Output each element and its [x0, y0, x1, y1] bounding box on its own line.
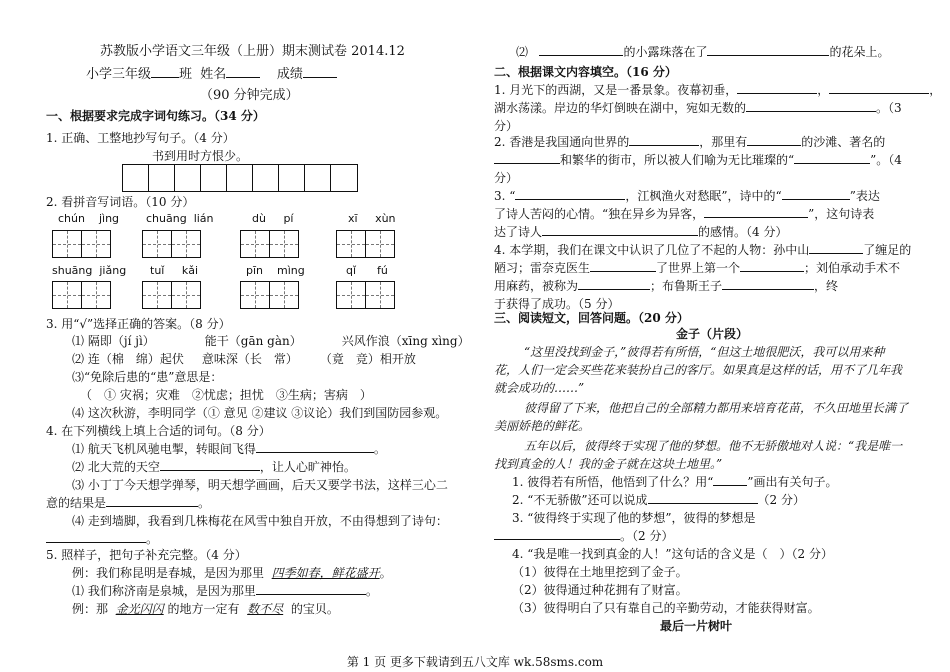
- s2-blank-4[interactable]: [629, 134, 699, 146]
- copy-grid[interactable]: [122, 164, 358, 192]
- example-word-1: 金光闪闪: [115, 602, 164, 616]
- pinyin-4: xī xùn: [348, 212, 396, 225]
- s2-p2-line2: 和繁华的街市，所以被人们喻为无比璀璨的“ ”。（4: [494, 152, 902, 168]
- s3-option-1[interactable]: （1）彼得在土地里挖到了金子。: [512, 565, 688, 579]
- q3-prompt: 3. 用“√”选择正确的答案。（8 分）: [46, 317, 231, 331]
- story-line-4: 彼得留了下来，他把自己的全部精力都用来培育花苗，不久田地里长满了: [524, 401, 909, 415]
- tianzi-grid-5[interactable]: [52, 281, 111, 309]
- class-label: 班: [179, 67, 193, 82]
- q3-line-2[interactable]: ⑵ 连（棉 绵）起伏 意味深（长 常） （竟 竞）相开放: [72, 352, 416, 366]
- name-label: 姓名: [200, 67, 227, 82]
- q4-line-2: ⑵ 北大荒的天空 ，让人心旷神怡。: [72, 460, 356, 474]
- tianzi-grid-2[interactable]: [142, 230, 201, 258]
- tianzi-grid-1[interactable]: [52, 230, 111, 258]
- s2-blank-16[interactable]: [722, 278, 814, 290]
- section-2-title: 二、根据课文内容填空。（16 分）: [494, 65, 677, 79]
- q5-example-1: 例：我们称昆明是春城，是因为那里 四季如春，鲜花盛开。: [72, 566, 392, 580]
- story-line-5: 美丽娇艳的鲜花。: [494, 419, 591, 433]
- s2-blank-5[interactable]: [747, 134, 801, 146]
- s2-blank-3[interactable]: [746, 100, 876, 112]
- s2-blank-1[interactable]: [737, 82, 817, 94]
- q3-line-5[interactable]: ⑷ 这次秋游，李明同学（① 意见 ②建议 ③议论）我们到国防园参观。: [72, 406, 448, 420]
- s3-option-2[interactable]: （2）彼得通过种花拥有了财富。: [512, 583, 688, 597]
- example-answer-1: 四季如春，鲜花盛开: [271, 566, 380, 580]
- time-limit: （90 分钟完成）: [200, 88, 299, 103]
- pinyin-1: chún jìng: [58, 212, 120, 225]
- s3-blank-1[interactable]: [648, 492, 758, 504]
- story-line-1: “这里没找到金子，”彼得若有所悟，“但这土地很肥沃，我可以用来种: [524, 345, 885, 359]
- s2-p4-line4: 于获得了成功。（5 分）: [494, 297, 620, 311]
- story-line-7: 找到真金的人！我的金子就在这块土地里。”: [494, 457, 723, 471]
- s2-blank-8[interactable]: [515, 188, 625, 200]
- s2-p4-line3: 用麻药，被称为 ；布鲁斯王子 ，终: [494, 279, 839, 293]
- s3-blank-2[interactable]: [494, 528, 620, 540]
- q4-line-6: 。: [46, 531, 158, 547]
- story-line-6: 五年以后，彼得终于实现了他的梦想。他不无骄傲地对人说：“我是唯一: [524, 439, 903, 453]
- s2-blank-2[interactable]: [829, 82, 929, 94]
- s2-blank-15[interactable]: [578, 278, 650, 290]
- q4-blank-2[interactable]: [160, 459, 260, 471]
- s3-q1: 1. 彼得若有所悟，他悟到了什么？用“ ”画出有关句子。: [512, 475, 838, 489]
- s2-blank-7[interactable]: [794, 152, 870, 164]
- tianzi-grid-3[interactable]: [240, 230, 299, 258]
- s2-blank-13[interactable]: [590, 260, 656, 272]
- q3-line-1[interactable]: ⑴ 隔即（jí jì） 能干（gān gàn） 兴风作浪（xīng xìng）: [72, 334, 470, 348]
- pinyin-6: tuǐ kǎi: [150, 264, 198, 277]
- top-blank-2[interactable]: [707, 44, 829, 56]
- s2-p3-line3: 达了诗人 的感情。（4 分）: [494, 225, 788, 239]
- pinyin-8: qǐ fú: [346, 264, 388, 277]
- tianzi-grid-7[interactable]: [240, 281, 299, 309]
- right-top-line: ⑵ 的小露珠落在了 的花朵上。: [516, 45, 890, 59]
- next-story-title: 最后一片树叶: [660, 619, 733, 633]
- q3-line-4[interactable]: （ ① 灾祸；灾难 ②忧虑；担忧 ③生病；害病 ）: [80, 388, 372, 402]
- tianzi-grid-4[interactable]: [336, 230, 395, 258]
- story-title: 金子（片段）: [676, 327, 749, 341]
- s2-p2-line3: 分）: [494, 171, 519, 185]
- q4-blank-1[interactable]: [256, 441, 374, 453]
- pinyin-2: chuāng lián: [146, 212, 214, 225]
- s2-p1-line3: 分）: [494, 119, 519, 133]
- q5-blank-1[interactable]: [256, 583, 366, 595]
- story-line-3: 就会成功的……”: [494, 381, 585, 395]
- pinyin-7: pīn mìng: [246, 264, 305, 277]
- q4-line-5: ⑷ 走到墙脚，我看到几株梅花在风雪中独自开放，不由得想到了诗句：: [72, 514, 448, 528]
- q4-line-4: 意的结果是 。: [46, 496, 211, 510]
- s2-p3-line2: 了诗人苦闷的心情。“独在异乡为异客， ”，这句诗表: [494, 207, 875, 221]
- pinyin-3: dù pí: [252, 212, 294, 225]
- s2-p1-line2: 湖水荡漾。岸边的华灯倒映在湖中，宛如无数的 。（3: [494, 101, 902, 115]
- q5-example-2: 例：那 金光闪闪 的地方一定有 数不尽 的宝贝。: [72, 602, 339, 616]
- class-blank[interactable]: [151, 66, 179, 78]
- q1-prompt: 1. 正确、工整地抄写句子。（4 分）: [46, 131, 235, 145]
- q1-sentence: 书到用时方恨少。: [152, 149, 249, 163]
- s2-blank-10[interactable]: [704, 206, 808, 218]
- exam-title: 苏教版小学语文三年级（上册）期末测试卷 2014.12: [100, 44, 405, 59]
- s2-p1-line1: 1. 月光下的西湖，又是一番景象。夜幕初垂， ， ，: [494, 83, 942, 97]
- q2-prompt: 2. 看拼音写词语。（10 分）: [46, 195, 195, 209]
- q5-line-1: ⑴ 我们称济南是泉城，是因为那里 。: [72, 584, 378, 598]
- s3-q2: 2. “不无骄傲”还可以说成 （2 分）: [512, 493, 805, 507]
- s2-p3-line1: 3. “ ，江枫渔火对愁眠”，诗中的“ ”表达: [494, 189, 880, 203]
- score-label: 成绩: [276, 67, 303, 82]
- pinyin-5: shuāng jiǎng: [52, 264, 127, 277]
- name-blank[interactable]: [226, 66, 260, 78]
- s3-q3-answer: 。（2 分）: [494, 528, 673, 544]
- s2-blank-14[interactable]: [740, 260, 804, 272]
- s2-blank-9[interactable]: [782, 188, 850, 200]
- s3-q4[interactable]: 4. “我是唯一找到真金的人！”这句话的含义是（ ）（2 分）: [512, 547, 833, 561]
- s2-blank-11[interactable]: [542, 224, 698, 236]
- tianzi-grid-6[interactable]: [142, 281, 201, 309]
- story-line-2: 花，人们一定会买些花来装扮自己的客厅。如果真是这样的话，用不了几年我: [494, 363, 903, 377]
- q5-prompt: 5. 照样子，把句子补充完整。（4 分）: [46, 548, 247, 562]
- q4-blank-3[interactable]: [106, 495, 198, 507]
- s2-p4-line1: 4. 本学期，我们在课文中认识了几位了不起的人物：孙中山 了缠足的: [494, 243, 912, 257]
- top-blank-1[interactable]: [539, 44, 623, 56]
- tianzi-grid-8[interactable]: [336, 281, 395, 309]
- s2-blank-12[interactable]: [809, 242, 863, 254]
- student-info: [86, 66, 337, 83]
- score-blank[interactable]: [303, 66, 337, 78]
- page-footer: 第 1 页 更多下载请到五八文库 wk.58sms.com: [346, 655, 604, 669]
- s2-blank-6[interactable]: [494, 152, 560, 164]
- s3-option-3[interactable]: （3）彼得明白了只有靠自己的辛勤劳动，才能获得财富。: [512, 601, 820, 615]
- section-3-title: 三、阅读短文，回答问题。（20 分）: [494, 311, 689, 325]
- q4-line-1: ⑴ 航天飞机风驰电掣，转眼间飞得 。: [72, 442, 386, 456]
- q4-prompt: 4. 在下列横线上填上合适的词句。（8 分）: [46, 424, 271, 438]
- s3-q3: 3. “彼得终于实现了他的梦想”，彼得的梦想是: [512, 511, 756, 525]
- q4-line-3: ⑶ 小丁丁今天想学弹琴，明天想学画画，后天又要学书法，这样三心二: [72, 478, 448, 492]
- grade-label: 小学三年级: [86, 67, 152, 82]
- section-1-title: 一、根据要求完成字词句练习。（34 分）: [46, 109, 265, 123]
- s2-p2-line1: 2. 香港是我国通向世界的 ，那里有 的沙滩、著名的: [494, 135, 886, 149]
- example-word-2: 数不尽: [247, 602, 284, 616]
- q3-line-3: ⑶“免除后患的“患”意思是：: [72, 370, 223, 384]
- q4-blank-4[interactable]: [46, 531, 146, 543]
- s2-p4-line2: 陋习；雷奈克医生 了世界上第一个 ；刘伯承动手术不: [494, 261, 901, 275]
